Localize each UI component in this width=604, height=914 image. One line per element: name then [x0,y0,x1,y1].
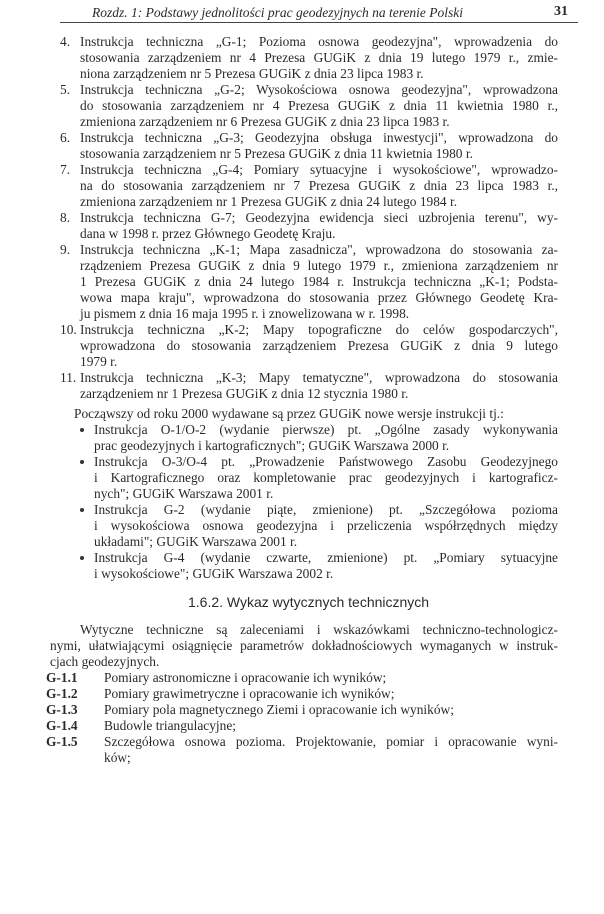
text-line: Wytyczne techniczne są zaleceniami i wskazówkami techniczno-technologicz- [80,622,558,637]
lead-sentence: Począwszy od roku 2000 wydawane są przez GUGiK nowe wersje instrukcji tj.: [74,406,504,421]
list-item [60,242,558,322]
item-number: 10. [60,322,77,337]
text-line: Instrukcja O-1/O-2 (wydanie pierwsze) pt. „Ogólne zasady wykonywania [94,422,558,437]
item-number: 7. [60,162,71,177]
text-line: cjach geodezyjnych. [50,654,160,669]
text-line: wprowadzona do stosowania zarządzeniem Prezesa GUGiK z dnia 9 lutego [80,338,558,353]
text-line: nymi, ułatwiającymi osiągnięcie parametrów dokładnościowych wymaganych w instruk- [50,638,558,653]
list-item [60,34,558,82]
item-number: 6. [60,130,71,145]
guideline-code: G-1.3 [46,702,78,717]
text-line: układami"; GUGiK Warszawa 2001 r. [94,534,298,549]
list-item [60,210,558,242]
text-line: stosowania zarządzeniem nr 5 Prezesa GUGiK z dnia 11 kwietnia 1980 r. [80,146,473,161]
text-line: niona zarządzeniem nr 5 Prezesa GUGiK z dnia 23 lipca 1983 r. [80,66,424,81]
guideline-item [46,734,558,766]
text-line: Pomiary grawimetryczne i opracowanie ich wyników; [104,686,395,701]
text-line: dana w 1998 r. przez Głównego Geodetę Kraju. [80,226,336,241]
list-item [60,370,558,402]
section-heading: 1.6.2. Wykaz wytycznych technicznych [188,594,430,610]
text-line: Szczegółowa osnowa pozioma. Projektowanie, pomiar i opracowanie wyni- [104,734,558,749]
text-line: Instrukcja G-4 (wydanie czwarte, zmienione) pt. „Pomiary sytuacyjne [94,550,558,565]
text-line: Instrukcja techniczna „G-4; Pomiary sytuacyjne i wysokościowe", wprowadzo- [80,162,558,177]
guideline-item [46,670,558,686]
text-line: 1 Prezesa GUGiK z dnia 24 lutego 1984 r. Instrukcja techniczna „K-1; Podsta- [80,274,558,289]
bullet-icon [80,556,84,560]
item-number: 8. [60,210,71,225]
item-number: 4. [60,34,71,49]
bullet-item [60,502,558,550]
bullet-list [60,422,558,582]
page-number: 31 [554,4,568,19]
text-line: nych"; GUGiK Warszawa 2001 r. [94,486,274,501]
page-body [46,34,558,766]
text-line: zarządzeniem nr 1 Prezesa GUGiK z dnia 12 stycznia 1980 r. [80,386,409,401]
text-line: wowa mapa kraju", wprowadzona do stosowania przez Głównego Geodetę Kra- [80,290,558,305]
guideline-code: G-1.2 [46,686,78,701]
list-item [60,82,558,130]
text-line: 1979 r. [80,354,118,369]
guideline-item [46,718,558,734]
text-line: zmieniona zarządzeniem nr 1 Prezesa GUGiK z dnia 24 lutego 1984 r. [80,194,458,209]
text-line: i wysokościowa osnowa geodezyjna i przeliczenia współrzędnych między [94,518,558,533]
guideline-code: G-1.4 [46,718,78,733]
guideline-item [46,686,558,702]
text-line: rządzeniem Prezesa GUGiK z dnia 9 lutego 1979 r., zmieniona zarządzeniem nr [80,258,558,273]
bullet-item [60,422,558,454]
list-item [60,322,558,370]
text-line: Instrukcja techniczna „G-2; Wysokościowa osnowa geodezyjna", wprowadzona [80,82,558,97]
text-line: ków; [104,750,131,765]
guideline-item [46,702,558,718]
text-line: na do stosowania zarządzeniem nr 7 Prezesa GUGiK z dnia 23 lipca 1983 r., [80,178,558,193]
header-rule [60,22,578,23]
text-line: stosowania zarządzeniem nr 4 Prezesa GUGiK z dnia 19 lutego 1979 r., zmie- [80,50,558,65]
text-line: Pomiary astronomiczne i opracowanie ich wyników; [104,670,387,685]
list-item [60,162,558,210]
text-line: Instrukcja O-3/O-4 pt. „Prowadzenie Państwowego Zasobu Geodezyjnego [94,454,558,469]
text-line: ju pismem z dnia 16 maja 1995 r. i znowelizowana w r. 1998. [80,306,410,321]
list-item [60,130,558,162]
item-number: 11. [60,370,77,385]
text-line: Pomiary pola magnetycznego Ziemi i opracowanie ich wyników; [104,702,454,717]
text-line: Instrukcja G-2 (wydanie piąte, zmienione) pt. „Szczegółowa pozioma [94,502,558,517]
instruction-list [60,34,558,402]
bullet-item [60,550,558,582]
bullet-item [60,454,558,502]
text-line: i Kartograficznego oraz kompletowanie prac geodezyjnych i kartograficz- [94,470,558,485]
item-number: 9. [60,242,71,257]
text-line: Instrukcja techniczna G-7; Geodezyjna ewidencja sieci uzbrojenia terenu", wy- [80,210,558,225]
running-header [92,3,568,23]
chapter-title: Rozdz. 1: Podstawy jednolitości prac geodezyjnych na terenie Polski [92,5,464,20]
text-line: zmieniona zarządzeniem nr 6 Prezesa GUGiK z dnia 23 lipca 1983 r. [80,114,450,129]
guideline-code: G-1.1 [46,670,78,685]
text-line: Budowle triangulacyjne; [104,718,237,733]
bullet-icon [80,428,84,432]
text-line: prac geodezyjnych i kartograficznych"; GUGiK Warszawa 2000 r. [94,438,450,453]
intro-paragraph [50,622,558,670]
bullet-icon [80,460,84,464]
text-line: Instrukcja techniczna „K-1; Mapa zasadnicza", wprowadzona do stosowania za- [80,242,558,257]
text-line: i wysokościowe"; GUGiK Warszawa 2002 r. [94,566,334,581]
text-line: Instrukcja techniczna „K-3; Mapy tematyczne", wprowadzona do stosowania [80,370,558,385]
bullet-icon [80,508,84,512]
guideline-code: G-1.5 [46,734,78,749]
guideline-list [46,670,558,766]
text-line: Instrukcja techniczna „G-3; Geodezyjna obsługa inwestycji", wprowadzona do [80,130,558,145]
item-number: 5. [60,82,71,97]
text-line: do stosowania zarządzeniem nr 4 Prezesa GUGiK z dnia 11 kwietnia 1980 r., [80,98,558,113]
text-line: Instrukcja techniczna „K-2; Mapy topograficzne do celów gospodarczych", [80,322,558,337]
text-line: Instrukcja techniczna „G-1; Pozioma osnowa geodezyjna", wprowadzenia do [80,34,558,49]
